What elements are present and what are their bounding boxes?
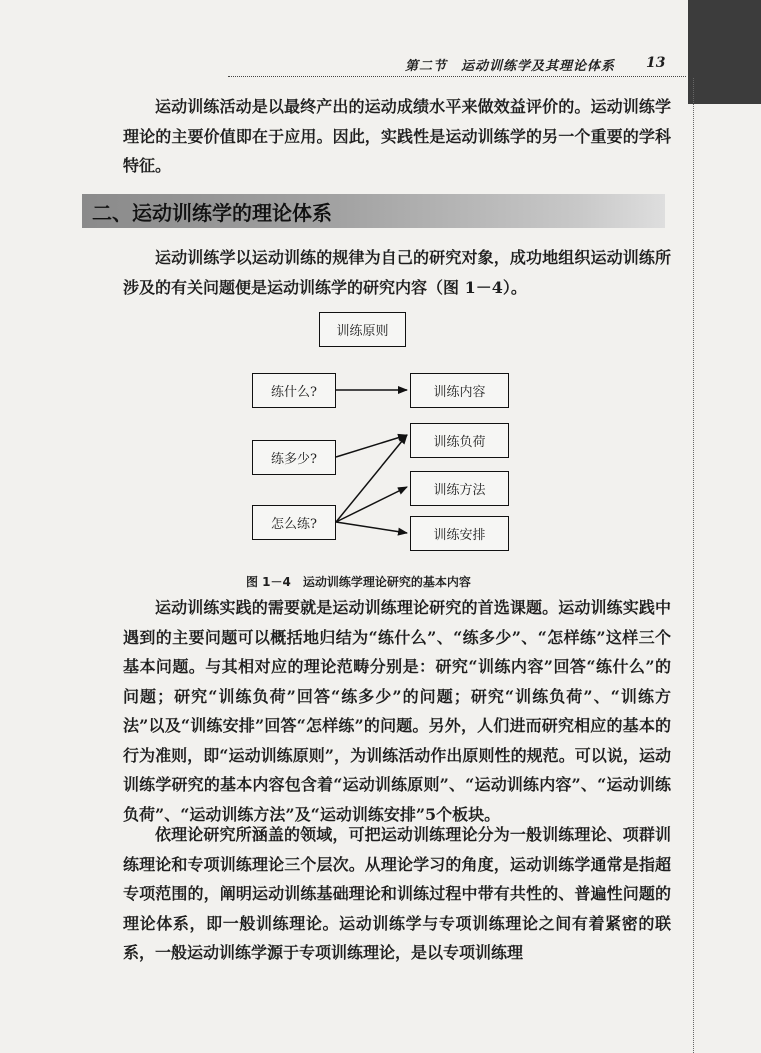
figure-diagram [230, 300, 530, 565]
box-training-method: 训练方法 [410, 471, 509, 506]
arrow-how-schedule [336, 522, 407, 533]
box-training-principle: 训练原则 [319, 312, 406, 347]
margin-divider [693, 78, 694, 1053]
paragraph-4: 依理论研究所涵盖的领域，可把运动训练理论分为一般训练理论、项群训练理论和专项训练理论三个层次。从理论学习的角度，运动训练学通常是指超专项范围的，阐明运动训练基础理论和训练过程中带有共性的、普遍性问题的理论体系，即一般训练理论。运动训练学与专项训练理论之间有着紧密的联系，一般运动训练学源于专项训练理论，是以专项训练理 [123, 825, 671, 962]
page-number: 13 [646, 55, 666, 71]
box-training-content: 训练内容 [410, 373, 509, 408]
figure-caption: 图 1－4 运动训练学理论研究的基本内容 [246, 575, 471, 589]
box-how-much: 练多少? [252, 440, 336, 475]
header-divider [228, 76, 686, 77]
paragraph-1: 运动训练活动是以最终产出的运动成绩水平来做效益评价的。运动训练学理论的主要价值即在于应用。因此，实践性是运动训练学的另一个重要的学科特征。 [123, 97, 671, 175]
arrow-howmuch-load [336, 435, 407, 457]
arrow-how-load [336, 435, 407, 522]
box-how: 怎么练? [252, 505, 336, 540]
running-header: 第二节 运动训练学及其理论体系 [405, 59, 616, 74]
section-heading: 二、运动训练学的理论体系 [92, 201, 332, 225]
paragraph-2: 运动训练学以运动训练的规律为自己的研究对象，成功地组织运动训练所涉及的有关问题便是运动训练学的研究内容（图 1－4）。 [123, 248, 671, 297]
paragraph-3: 运动训练实践的需要就是运动训练理论研究的首选课题。运动训练实践中遇到的主要问题可以概括地归结为“练什么”、“练多少”、“怎样练”这样三个基本问题。与其相对应的理论范畴分别是：研究“训练内容”回答“练什么”的问题；研究“训练负荷”回答“练多少”的问题；研究“训练负荷”、“训练方法”以及“训练安排”回答“怎样练”的问题。另外，人们进而研究相应的基本的行为准则，即“运动训练原则”，为训练活动作出原则性的规范。可以说，运动训练学研究的基本内容包含着“运动训练原则”、“运动训练内容”、“运动训练负荷”、“运动训练方法”及“运动训练安排”5个板块。 [123, 598, 671, 824]
page-corner-tab [688, 0, 761, 104]
arrow-how-method [336, 487, 407, 522]
box-training-schedule: 训练安排 [410, 516, 509, 551]
box-training-load: 训练负荷 [410, 423, 509, 458]
box-what: 练什么? [252, 373, 336, 408]
